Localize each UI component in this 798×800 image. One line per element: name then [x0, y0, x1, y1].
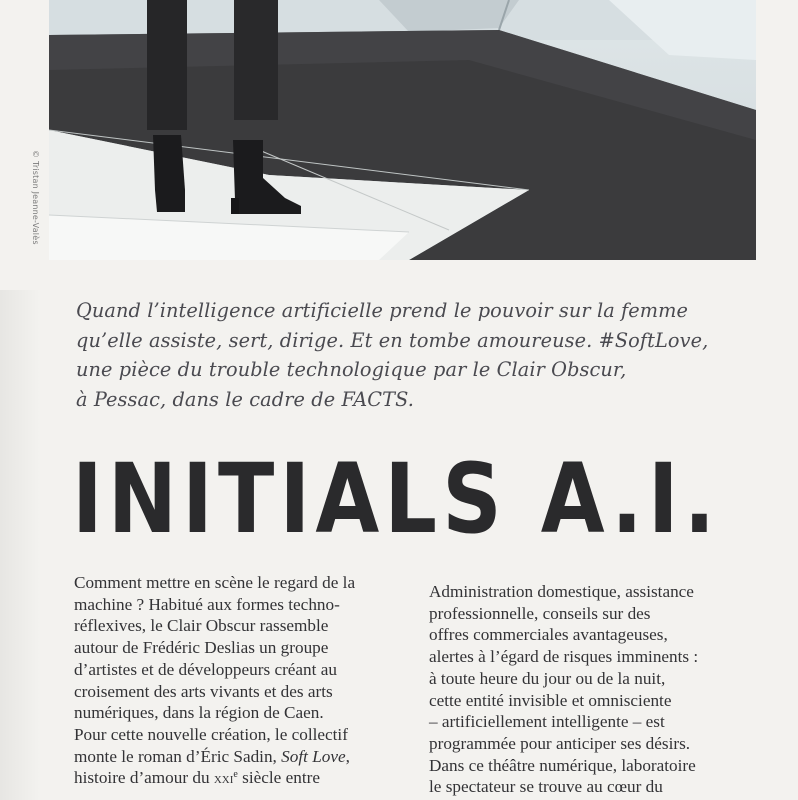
- century-suffix: e: [233, 769, 238, 781]
- century-numeral: xxi: [213, 771, 234, 788]
- body-line: [74, 746, 355, 768]
- body-line: offres commerciales avantageuses,: [429, 625, 668, 645]
- body-text: monte le roman d’Éric Sadin,: [74, 746, 282, 766]
- body-line: Dans ce théâtre numérique, laboratoire: [429, 755, 696, 775]
- article-title: INITIALS A.I.: [72, 443, 721, 555]
- page-fold-shadow: [0, 290, 40, 800]
- body-column-left: [74, 572, 355, 791]
- chapeau: [76, 296, 766, 414]
- body-line: à toute heure du jour ou de la nuit,: [429, 668, 666, 688]
- body-text: histoire d’amour du: [74, 768, 214, 788]
- body-line: Comment mettre en scène le regard de la: [74, 573, 356, 592]
- chapeau-line: une pièce du trouble technologique par le Clair Obscur,: [76, 358, 627, 382]
- body-line: croisement des arts vivants et des arts: [74, 681, 333, 701]
- body-text: siècle entre: [237, 768, 320, 788]
- photo-credit: [28, 150, 42, 260]
- body-line: d’artistes et de développeurs créant au: [74, 659, 337, 679]
- stage-illustration: [49, 0, 756, 260]
- body-line: Pour cette nouvelle création, le collectif: [74, 724, 348, 744]
- body-line: machine ? Habitué aux formes techno-: [74, 594, 340, 614]
- photo-credit-text: © Tristan Jeanne-Valès: [31, 150, 40, 245]
- body-line: Administration domestique, assistance: [429, 582, 694, 601]
- chapeau-line: qu’elle assiste, sert, dirige. Et en tombe amoureuse. #SoftLove,: [76, 328, 709, 352]
- body-column-right: [429, 581, 698, 798]
- body-line: alertes à l’égard de risques imminents :: [429, 647, 699, 667]
- body-line: programmée pour anticiper ses désirs.: [429, 733, 691, 753]
- body-line: numériques, dans la région de Caen.: [74, 703, 324, 723]
- chapeau-line: à Pessac, dans le cadre de FACTS.: [76, 387, 414, 411]
- body-line: professionnelle, conseils sur des: [429, 603, 651, 623]
- body-line: [74, 767, 355, 791]
- body-line: le spectateur se trouve au cœur du: [429, 777, 663, 797]
- body-line: cette entité invisible et omnisciente: [429, 690, 672, 710]
- chapeau-line: Quand l’intelligence artificielle prend le pouvoir sur la femme: [76, 299, 689, 322]
- book-title: Soft Love: [281, 746, 346, 766]
- stage-photo: [49, 0, 756, 260]
- body-line: réflexives, le Clair Obscur rassemble: [74, 616, 329, 636]
- body-text: ,: [345, 746, 350, 766]
- body-line: autour de Frédéric Deslias un groupe: [74, 638, 329, 658]
- body-line: – artificiellement intelligente – est: [429, 712, 665, 732]
